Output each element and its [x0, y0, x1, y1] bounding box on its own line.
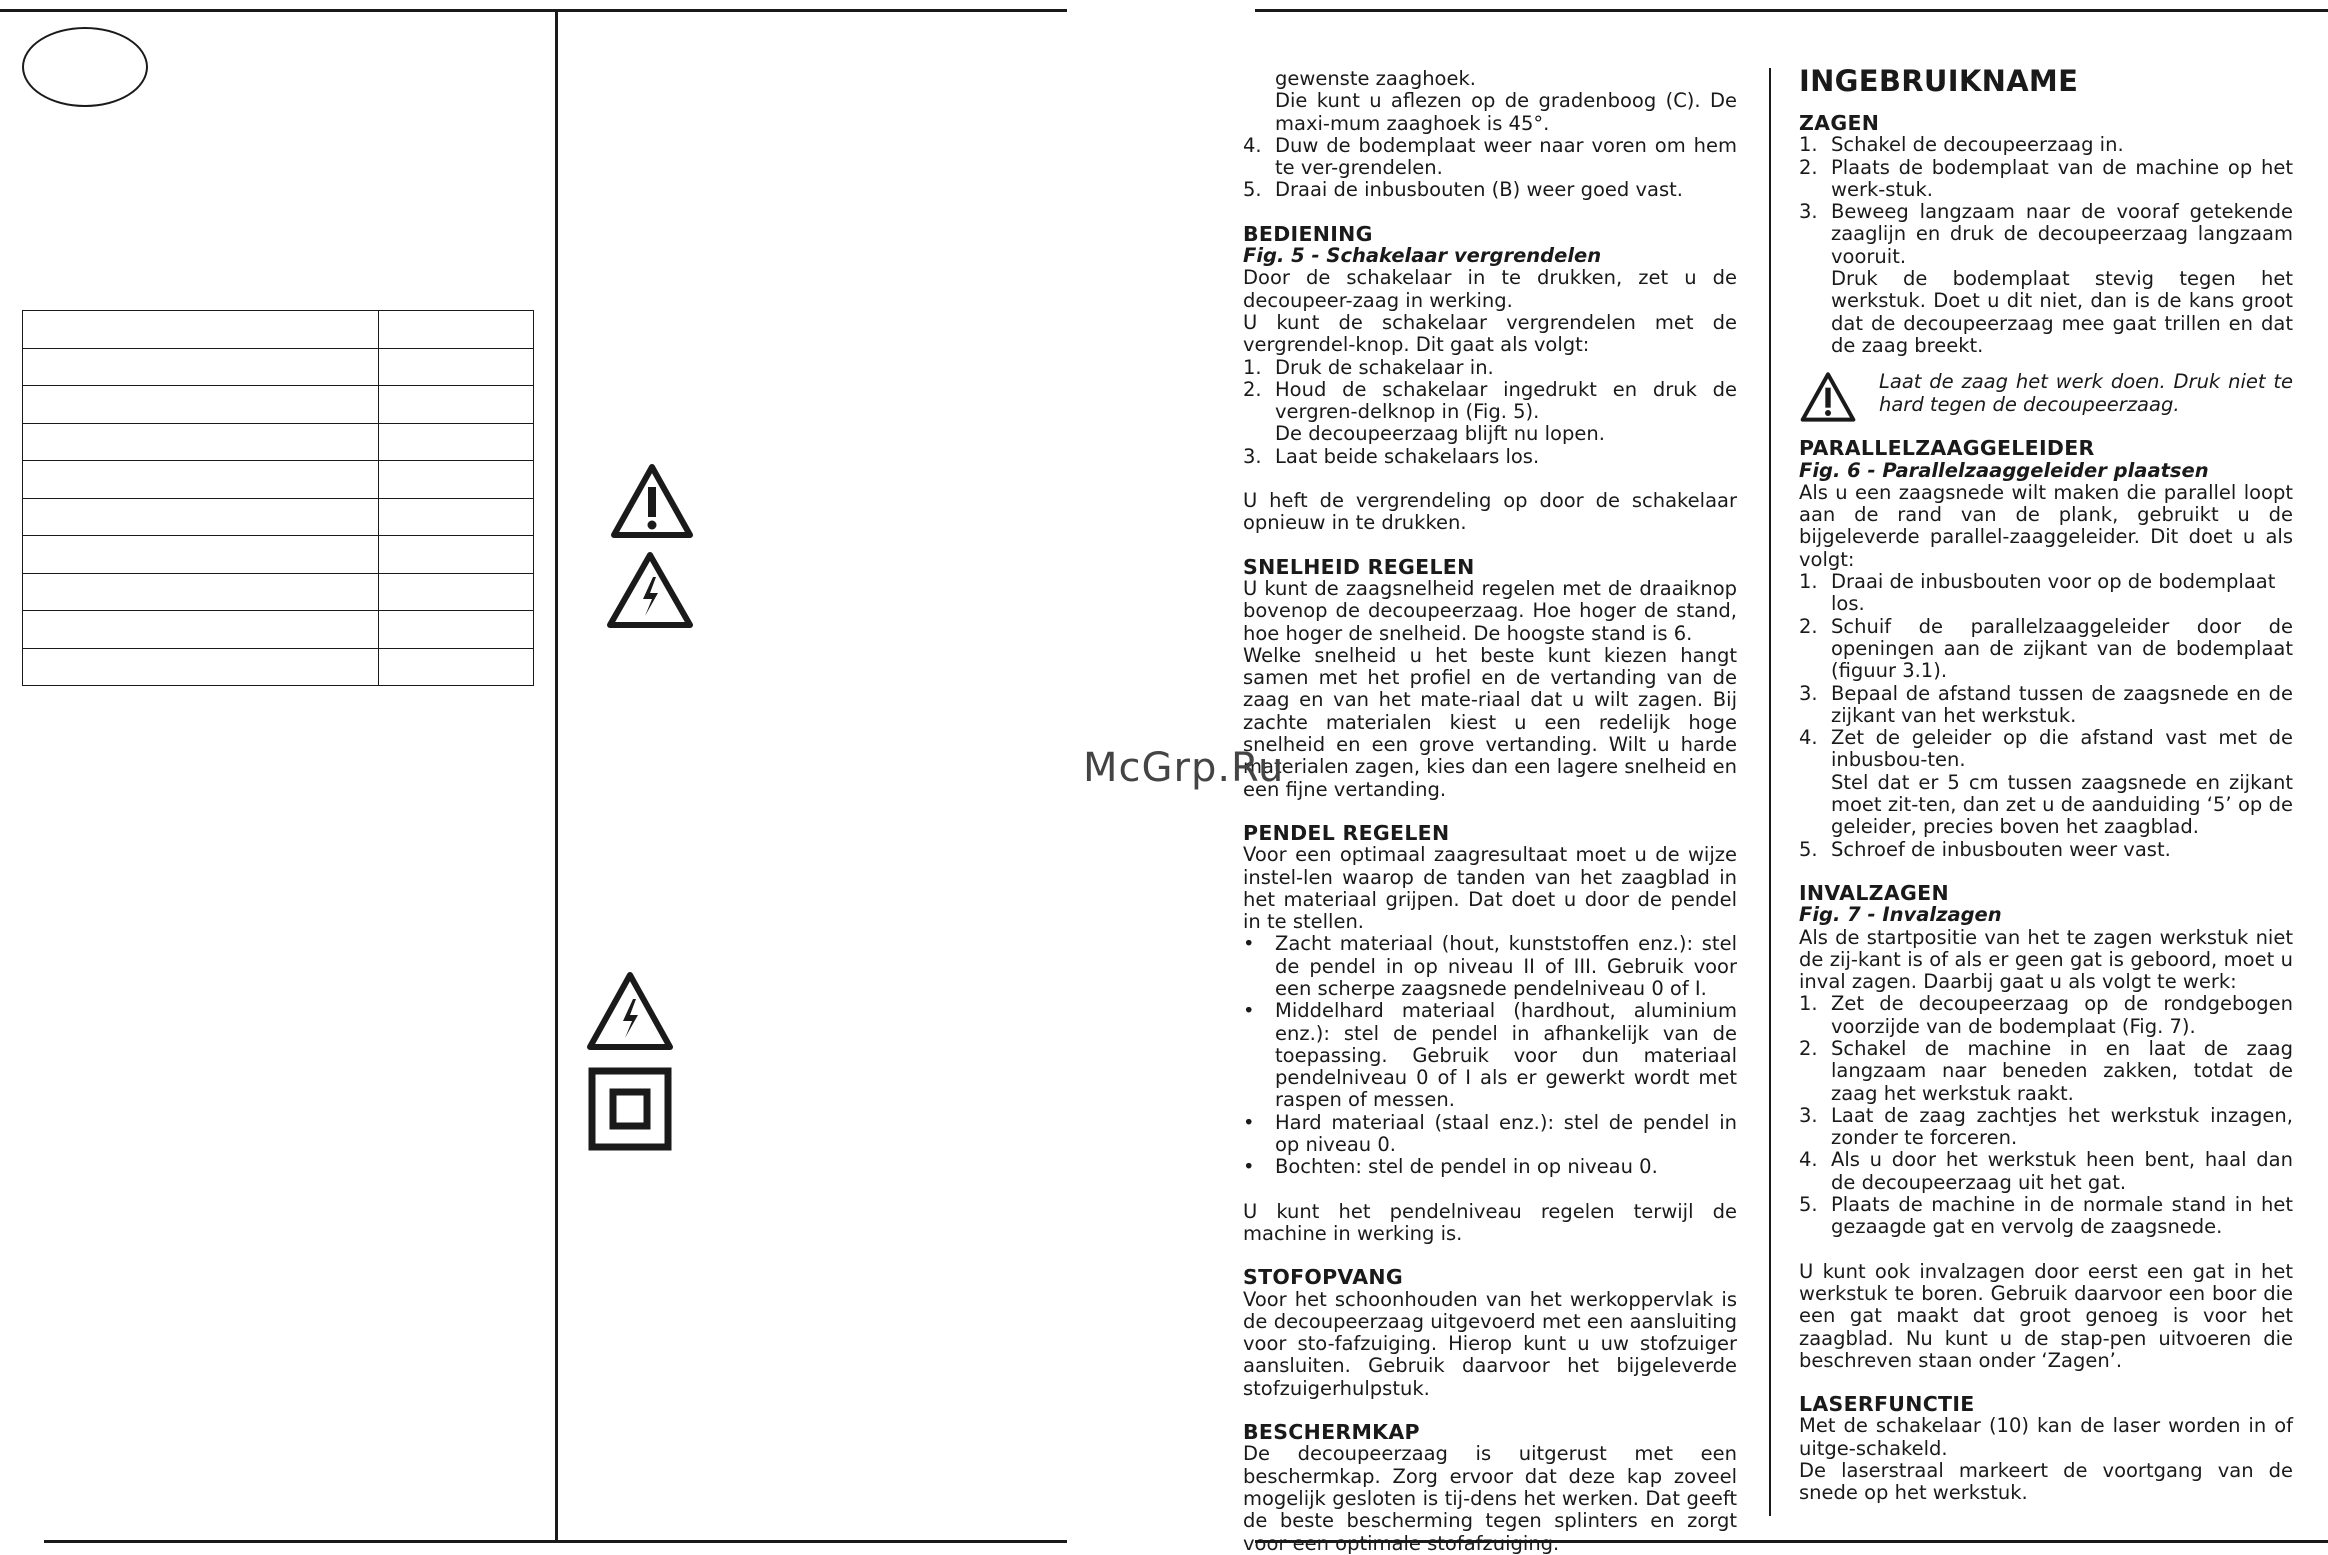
list-item: 3. Bepaal de afstand tussen de zaagsnede en de zijkant van het werkstuk. [1799, 681, 2293, 727]
table-cell [23, 311, 379, 349]
table-row [23, 573, 534, 611]
list-item: 2. Plaats de bodemplaat van de machine op het werk-stuk. [1799, 155, 2293, 201]
list-item: 4. Duw de bodemplaat weer naar voren om hem te ver-grendelen. [1243, 133, 1737, 180]
section-heading: PARALLELZAAGGELEIDER [1799, 436, 2095, 461]
section-heading: BEDIENING [1243, 221, 1373, 246]
table-cell [379, 311, 534, 349]
paragraph: Als u een zaagsnede wilt maken die parallel loopt aan de rand van de plank, gebruikt u de bijgeleverde parallel-zaaggeleider. Dit doet u als volgt: [1799, 480, 2293, 571]
paragraph: Voor een optimaal zaagresultaat moet u de wijze instel-len waarop de tanden van het zaagblad in het materiaal grijpen. Dat doet u door de pendel in te stellen. [1243, 843, 1737, 934]
language-badge-oval [22, 27, 148, 107]
electric-hazard-icon [605, 550, 695, 630]
list-item: 4. Als u door het werkstuk heen bent, haal dan de decoupeerzaag uit het gat. [1799, 1148, 2293, 1194]
paragraph: U kunt de zaagsnelheid regelen met de draaiknop bovenop de decoupeerzaag. Hoe hoger de stand, hoe hoger de snelheid. De hoogste stand is 6. [1243, 576, 1737, 645]
paragraph: De laserstraal markeert de voortgang van de snede op het werkstuk. [1799, 1459, 2293, 1505]
list-item: 1. Zet de decoupeerzaag op de rondgebogen voorzijde van de bodemplaat (Fig. 7). [1799, 992, 2293, 1038]
paragraph: Welke snelheid u het beste kunt kiezen hangt samen met het profiel en de vertanding van de zaag en van het mate-riaal dat u wilt zagen. Bij zachte materialen kiest u een redelijk hoge snelheid en een grove vertanding. Wilt u harde materialen zagen, kies dan een lagere snelheid en een fijne vertanding. [1243, 643, 1737, 801]
list-item: 5. Plaats de machine in de normale stand in het gezaagde gat en vervolg de zaagsnede. [1799, 1193, 2293, 1239]
warning-note [1799, 371, 2293, 423]
table-cell [23, 536, 379, 574]
list-item: • Zacht materiaal (hout, kunststoffen enz.): stel de pendel in op niveau II of III. Gebruik voor een scherpe zaagsnede pendelniveau 0 of I. [1243, 932, 1737, 1000]
table-row [23, 611, 534, 649]
list-item: 2. Houd de schakelaar ingedrukt en druk de vergren-delknop in (Fig. 5). De decoupeerzaag blijft nu lopen. [1243, 377, 1737, 446]
table-row [23, 311, 534, 349]
spec-table [22, 310, 534, 686]
left-column-divider [555, 12, 558, 1542]
section-heading: SNELHEID REGELEN [1243, 554, 1475, 579]
section-heading: PENDEL REGELEN [1243, 820, 1450, 845]
list-item: 3. Beweeg langzaam naar de vooraf getekende zaaglijn en druk de decoupeerzaag langzaam vooruit. Druk de bodemplaat stevig tegen het werkstuk. Doet u dit niet, dan is de kans groot dat de decoupeerzaag mee gaat trillen en dat de zaag breekt. [1799, 200, 2293, 357]
section-heading: BESCHERMKAP [1243, 1420, 1420, 1445]
table-cell [379, 573, 534, 611]
top-rule-right [1255, 9, 2328, 12]
table-row [23, 498, 534, 536]
table-cell [379, 348, 534, 386]
table-cell [379, 498, 534, 536]
paragraph: U kunt ook invalzagen door eerst een gat in het werkstuk te boren. Gebruik daarvoor een boor die een gat maakt dat groot genoeg is voor het zaagblad. Nu kunt u de stap-pen uitvoeren die beschreven staan onder ‘Zagen’. [1799, 1259, 2293, 1372]
page-title: INGEBRUIKNAME [1799, 64, 2079, 98]
table-cell [379, 423, 534, 461]
watermark: McGrp.Ru [1083, 745, 1285, 791]
table-cell [23, 611, 379, 649]
numbered-list [1799, 993, 2293, 1238]
paragraph: Met de schakelaar (10) kan de laser worden in of uitge-schakeld. [1799, 1414, 2293, 1460]
list-item: 1. Druk de schakelaar in. [1243, 355, 1494, 379]
table-row [23, 386, 534, 424]
section-heading: INVALZAGEN [1799, 880, 1949, 905]
table-cell [23, 423, 379, 461]
list-item: 5. Schroef de inbusbouten weer vast. [1799, 837, 2171, 861]
table-cell [23, 461, 379, 499]
paragraph: Door de schakelaar in te drukken, zet u de decoupeer-zaag in werking. [1243, 266, 1737, 312]
section-heading: STOFOPVANG [1243, 1265, 1403, 1290]
list-item: 3. Laat beide schakelaars los. [1243, 444, 1540, 468]
list-item: • Bochten: stel de pendel in op niveau 0. [1243, 1155, 1658, 1179]
top-rule-left [0, 9, 1067, 12]
figure-caption: Fig. 5 - Schakelaar vergrendelen [1243, 244, 1602, 268]
table-cell [23, 573, 379, 611]
figure-caption: Fig. 7 - Invalzagen [1799, 903, 2002, 927]
table-row [23, 461, 534, 499]
table-cell [379, 461, 534, 499]
right-column-divider [1769, 68, 1771, 1516]
table-row [23, 348, 534, 386]
table-cell [379, 648, 534, 686]
paragraph: U kunt de schakelaar vergrendelen met de vergrendel-knop. Dit gaat als volgt: [1243, 310, 1737, 357]
section-heading: LASERFUNCTIE [1799, 1392, 1975, 1417]
table-cell [23, 348, 379, 386]
paragraph: U heft de vergrendeling op door de schakelaar opnieuw in te drukken. [1243, 489, 1737, 535]
table-cell [23, 498, 379, 536]
table-cell [379, 386, 534, 424]
table-row [23, 648, 534, 686]
figure-caption: Fig. 6 - Parallelzaaggeleider plaatsen [1799, 458, 2209, 482]
paragraph: U kunt het pendelniveau regelen terwijl de machine in werking is. [1243, 1199, 1737, 1245]
table-cell [23, 386, 379, 424]
list-item: 2. Schuif de parallelzaaggeleider door de openingen aan de zijkant van de bodemplaat (figuur 3.1). [1799, 614, 2293, 683]
table-cell [23, 648, 379, 686]
list-item: • Middelhard materiaal (hardhout, aluminium enz.): stel de pendel in afhankelijk van de toepassing. Gebruik voor dun materiaal pendelniveau 0 of I als er gewerkt wordt met raspen of messen. [1243, 999, 1737, 1112]
numbered-list [1243, 357, 1737, 468]
list-item: 1. Draai de inbusbouten voor op de bodemplaat los. [1799, 570, 2276, 616]
list-item: 2. Schakel de machine in en laat de zaag langzaam naar beneden zakken, totdat de zaag het werkstuk raakt. [1799, 1036, 2293, 1105]
paragraph: De decoupeerzaag is uitgerust met een beschermkap. Zorg ervoor dat deze kap zoveel mogelijk gesloten is tij-dens het werken. Dat geeft de beste bescherming tegen splinters en zorgt voor een optimale stofafzuiging. [1243, 1442, 1737, 1555]
right-text-column [1799, 64, 2293, 1505]
numbered-list [1799, 571, 2293, 861]
list-item: 1. Schakel de decoupeerzaag in. [1799, 133, 2124, 157]
double-insulation-icon [588, 1067, 672, 1151]
numbered-list [1243, 135, 1737, 202]
list-item: 3. Laat de zaag zachtjes het werkstuk inzagen, zonder te forceren. [1799, 1103, 2293, 1150]
electric-hazard-icon [585, 970, 675, 1052]
warning-text: Laat de zaag het werk doen. Druk niet te hard tegen de decoupeerzaag. [1879, 370, 2293, 416]
warning-icon [1799, 371, 1857, 423]
intro-line: Die kunt u aflezen op de gradenboog (C). De maxi-mum zaaghoek is 45°. [1275, 89, 1737, 135]
section-heading: ZAGEN [1799, 111, 1880, 135]
numbered-list [1799, 134, 2293, 357]
paragraph: Voor het schoonhouden van het werkoppervlak is de decoupeerzaag uitgevoerd met een aansluiting voor sto-fafzuiging. Hierop kunt u uw stofzuiger aansluiten. Gebruik daarvoor het bijgeleverde stofzuigerhulpstuk. [1243, 1287, 1737, 1400]
middle-text-column [1243, 68, 1737, 1555]
table-row [23, 536, 534, 574]
table-cell [379, 611, 534, 649]
warning-icon [609, 462, 695, 540]
bullet-list [1243, 933, 1737, 1178]
list-item: • Hard materiaal (staal enz.): stel de pendel in op niveau 0. [1243, 1110, 1737, 1157]
list-item: 5. Draai de inbusbouten (B) weer goed vast. [1243, 178, 1683, 202]
table-row [23, 423, 534, 461]
paragraph: Als de startpositie van het te zagen werkstuk niet de zij-kant is of als er geen gat is geboord, moet u inval zagen. Daarbij gaat u als volgt te werk: [1799, 925, 2293, 994]
list-item: 4. Zet de geleider op die afstand vast met de inbusbou-ten. Stel dat er 5 cm tussen zaagsnede en zijkant moet zit-ten, dan zet u de aanduiding ‘5’ op de geleider, precies boven het zaagblad. [1799, 726, 2293, 839]
intro-line: gewenste zaaghoek. [1275, 67, 1476, 90]
table-cell [379, 536, 534, 574]
